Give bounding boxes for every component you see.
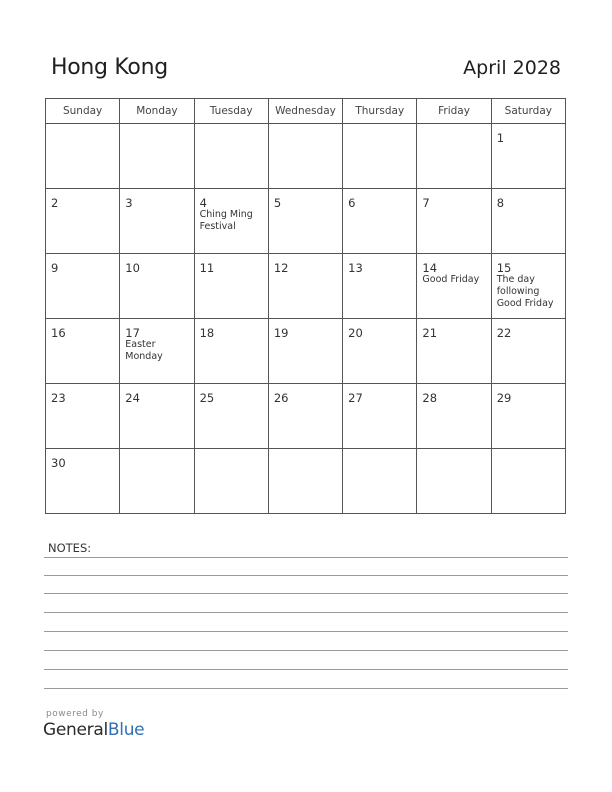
calendar-day-cell (343, 124, 417, 189)
day-number: 12 (273, 261, 289, 275)
calendar-day-cell (417, 254, 491, 319)
day-number: 23 (51, 391, 66, 405)
calendar-day-cell (343, 254, 417, 319)
notes-line (44, 688, 568, 689)
weekday-header: Thursday (343, 99, 417, 124)
day-number: 11 (199, 261, 215, 275)
calendar-day-cell (46, 449, 120, 514)
calendar-day-cell (268, 319, 342, 384)
calendar-day-cell (343, 384, 417, 449)
country-title: Hong Kong (51, 55, 168, 80)
notes-line (44, 593, 568, 594)
notes-line (44, 669, 568, 670)
calendar-day-cell (120, 384, 194, 449)
notes-label: NOTES: (48, 541, 92, 555)
day-number: 10 (125, 261, 140, 275)
day-number: 14 (422, 261, 438, 275)
calendar-grid (45, 98, 566, 514)
calendar-day-cell (194, 319, 268, 384)
weekday-header: Sunday (46, 99, 120, 124)
notes-line (44, 650, 568, 651)
calendar-day-cell (417, 384, 491, 449)
calendar-day-cell (120, 124, 194, 189)
notes-line (44, 575, 568, 576)
day-number: 27 (348, 391, 363, 405)
calendar-day-cell (120, 189, 194, 254)
calendar-day-cell (268, 449, 342, 514)
day-number: 16 (51, 326, 66, 340)
day-number: 26 (273, 391, 289, 405)
logo-blue-text: Blue (107, 720, 145, 740)
weekday-header: Saturday (491, 99, 565, 124)
notes-line (44, 631, 568, 632)
calendar-day-cell (491, 319, 565, 384)
day-number: 24 (125, 391, 140, 405)
calendar-day-cell (46, 384, 120, 449)
day-number: 7 (422, 196, 430, 210)
calendar-day-cell (268, 124, 342, 189)
powered-by-label: powered by (46, 709, 104, 719)
calendar-day-cell (343, 319, 417, 384)
notes-line (44, 557, 568, 558)
calendar-day-cell (268, 189, 342, 254)
month-year-title: April 2028 (463, 57, 561, 79)
calendar-day-cell (268, 384, 342, 449)
day-number: 3 (125, 196, 133, 210)
day-number: 20 (348, 326, 363, 340)
day-number: 18 (199, 326, 215, 340)
calendar-day-cell (46, 189, 120, 254)
calendar-week-row (46, 124, 566, 189)
calendar-day-cell (417, 319, 491, 384)
day-number: 25 (199, 391, 215, 405)
calendar-week-row (46, 319, 566, 384)
calendar-day-cell (46, 319, 120, 384)
calendar-day-cell (343, 189, 417, 254)
calendar-week-row (46, 384, 566, 449)
calendar-day-cell (417, 189, 491, 254)
calendar-day-cell (491, 254, 565, 319)
day-number: 6 (348, 196, 356, 210)
calendar-day-cell (120, 449, 194, 514)
weekday-header: Monday (120, 99, 194, 124)
day-number: 4 (199, 196, 207, 210)
holiday-label: Easter Monday (125, 339, 163, 362)
calendar-day-cell (343, 449, 417, 514)
calendar-day-cell (268, 254, 342, 319)
day-number: 22 (496, 326, 512, 340)
day-number: 2 (51, 196, 59, 210)
calendar-week-row (46, 449, 566, 514)
holiday-label: The day following Good Friday (496, 274, 554, 309)
calendar-week-row (46, 254, 566, 319)
day-number: 30 (51, 456, 66, 470)
calendar-day-cell (417, 449, 491, 514)
day-number: 21 (422, 326, 438, 340)
day-number: 17 (125, 326, 140, 340)
calendar-day-cell (120, 319, 194, 384)
day-number: 28 (422, 391, 438, 405)
calendar-day-cell (491, 124, 565, 189)
calendar-day-cell (46, 124, 120, 189)
holiday-label: Ching Ming Festival (199, 209, 253, 232)
calendar-day-cell (194, 384, 268, 449)
day-number: 29 (496, 391, 512, 405)
calendar-day-cell (491, 189, 565, 254)
calendar-day-cell (417, 124, 491, 189)
day-number: 5 (273, 196, 282, 210)
weekday-header: Tuesday (194, 99, 268, 124)
calendar-day-cell (491, 449, 565, 514)
day-number: 8 (496, 196, 505, 210)
day-number: 13 (348, 261, 363, 275)
weekday-header-row (46, 99, 566, 124)
day-number: 1 (496, 131, 505, 145)
calendar-day-cell (194, 254, 268, 319)
day-number: 15 (496, 261, 512, 275)
calendar-week-row (46, 189, 566, 254)
weekday-header: Friday (417, 99, 491, 124)
calendar-day-cell (120, 254, 194, 319)
generalblue-logo[interactable] (43, 720, 144, 740)
calendar-day-cell (194, 449, 268, 514)
calendar-day-cell (491, 384, 565, 449)
logo-general-text: General (43, 720, 108, 740)
notes-line (44, 612, 568, 613)
calendar-day-cell (194, 189, 268, 254)
holiday-label: Good Friday (422, 274, 480, 285)
calendar-day-cell (194, 124, 268, 189)
day-number: 19 (273, 326, 289, 340)
day-number: 9 (51, 261, 59, 275)
calendar-day-cell (46, 254, 120, 319)
weekday-header: Wednesday (268, 99, 342, 124)
